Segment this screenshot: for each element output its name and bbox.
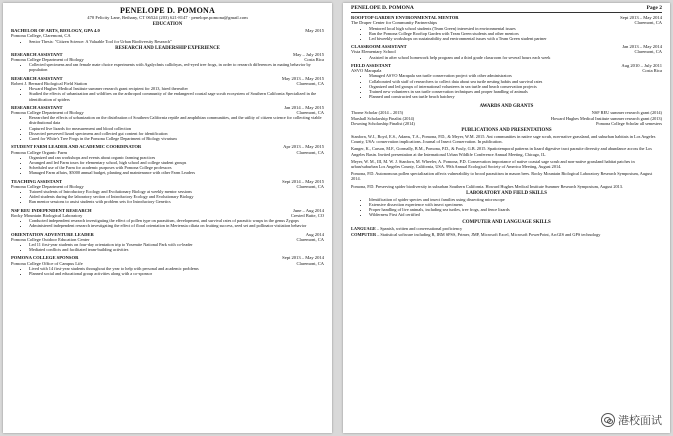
bullet: • Aided students during the laboratory section of Introductory Ecology and Evolutionary Biology [29,194,324,199]
bullet: • Managed Farm affairs, $5000 annual budget, planting and maintenance with other Farm Leaders [29,170,324,175]
publication-entry: Stanforn, W.J., Boyd, E.S., Adams, T.A., Pomona, P.D., & Meyer, W.M. 2015. Ant communities in native sage scrub, non-native grassland, and suburban habitats in Los Angeles County, USA: conservation implications. Journal of Insect Conservation. In publication. [351,133,656,145]
bullet: • Ran the Pomona College Rooftop Garden with Team Green students and other mentors [369,31,662,36]
school: Pomona College, Claremont, CA [11,33,71,39]
bullet: • Conducted independent research investigating the effect of pollen type on parasitism, development, and survival rates of parasitic wasps in the genus Zygops [29,218,324,223]
bullet: • Ran mentor sessions to assist students with problem sets for Introductory Genetics [29,199,324,204]
organization: Pomona College Outdoor Education Center [11,236,90,242]
job-bullets [11,189,324,205]
publication-entry: Pomona, P.D. Autonomous pollen specialization affects vulnerability to brood parasitism in mason bees. Rocky Mountain Biological Laboratory Research Symposium, August 2014. [351,171,653,182]
location: Claremont, CA [296,149,324,155]
experience-list [11,52,324,280]
job-date: June – Aug 2014 [292,207,324,213]
job-title: ROOFTOP GARDEN ENVIRONMENTAL MENTOR [351,15,459,20]
publications-list [351,134,662,189]
award-right: Pomona College Scholar all semesters [596,120,662,126]
job-bullets [11,86,324,102]
thesis: • Senior Thesis: "Citizen Science: A Valuable Tool for Urban Biodiversity Research" [29,39,324,44]
computer-skill [351,232,662,237]
resume-page-2 [343,3,670,433]
job-bullets [11,155,324,176]
education-bullets [11,39,324,44]
job-date: Aug 2010 – July 2011 [621,62,662,68]
publication-entry: Meyer, W. M., III, M. W. J. Stanforn, M. Wheeler, A. Pomona, P.D. Conservation importance of native coastal sage scrub and non-native grassland habitat patches in urban/suburban Los Angeles County, California, USA. 99th Annual Ecological Society of America Meeting, August 2014. [351,158,635,169]
bullet: • Researched the effects of urbanization on the distribution of Southern California reptile and amphibian communities, and the utility of citizen science for collecting viable distributional data [29,115,324,125]
lab-skill: • Extensive dissection experience with insect specimens [369,202,662,207]
experience-item [11,232,324,256]
location: Costa Rica [304,57,324,62]
experience-item [11,52,324,76]
bullet: • Organized and ran workshops and events about organic farming practices [29,155,324,160]
section-heading-computer-skills: COMPUTER AND LANGUAGE SKILLS [462,219,551,225]
job-date: Sept 2013 – May 2014 [282,255,324,261]
experience-item [11,76,324,105]
language-label: LANGUAGE [351,225,376,231]
job-bullets [351,73,662,99]
job-bullets [351,26,662,42]
job-title: FIELD ASSISTANT [351,62,392,68]
lab-skills-list [351,197,662,218]
organization: Vista Elementary School [351,49,396,55]
section-heading-awards: AWARDS AND GRANTS [479,104,534,110]
watermark-text: 港校面试 [618,414,662,427]
location: Costa Rica [642,68,662,74]
contact-line: 470 Felicity Lane, Bethany, CT 06524 (203) 621-8147 · penelope.pomona@gmail.com [87,15,248,20]
bullet: • Collected specimens and ran female mate choice experiments with Agalychnis callidryas, red-eyed tree frogs, in order to research differences in mating behavior by population [29,62,324,72]
location: Claremont, CA [296,236,324,242]
resume-page-1 [3,3,332,433]
bullet: • Managed ASVO Marapala sea turtle conservation project with other administrators [369,73,662,78]
experience-item [11,179,324,208]
job-bullets [11,266,324,276]
section-heading-research: RESEARCH AND LEADERSHIP EXPERIENCE [115,45,220,51]
job-title: RESEARCH ASSISTANT [11,104,63,110]
experience-item [351,15,662,44]
section-heading-lab-skills: LABORATORY AND FIELD SKILLS [466,190,547,196]
location: Claremont, CA [634,20,662,26]
experience-item [351,63,662,103]
organization: ASVO Marapala [351,68,382,74]
job-date: Sept 2014 – May 2015 [282,178,324,184]
organization: Pomona College Organic Farm [11,149,68,155]
lab-skill: • Wilderness First Aid certified [369,212,662,217]
header-name: PENELOPE D. POMONA [351,5,414,11]
experience-item [11,255,324,279]
spacer [351,99,662,102]
location: Claremont, CA [296,183,324,189]
bullet: • Cared for White's Tree Frogs in the Pomona College Department of Biology vivarium [29,136,324,141]
bullet: • Lived with 14 first-year students throughout the year to help with personal and academic problems [29,266,324,271]
experience-item [11,144,324,178]
award-left: Downing Scholarship Finalist (2014) [351,120,415,126]
awards-list [351,110,662,126]
bullet: • Planned and constructed sea turtle beach hatchery [369,94,662,99]
bullet: • Trained new volunteers in sea turtle conservation techniques and proper handling of animals [369,89,662,94]
bullet: • Scheduled use of the Farm for academic purposes with Pomona College professors [29,165,324,170]
job-bullets [11,62,324,72]
job-date: Apr 2013 – May 2015 [283,144,324,150]
experience-item [11,208,324,232]
organization: Pomona College Department of Biology [11,110,84,116]
location: Claremont, CA [296,80,324,86]
job-title: CLASSROOM ASSISTANT [351,44,407,50]
award-left: Thorne Scholar (2014 – 2015) [351,110,404,116]
bullet: • Led biweekly workshops on sustainability and environmental issues with a Team Green student partner [369,36,662,41]
bullet: • Captured live lizards for measurement and blood collection [29,126,324,131]
award-right: NSF REU summer research grant (2014) [591,110,662,116]
section-heading-publications: PUBLICATIONS AND PRESENTATIONS [461,127,552,133]
bullet: • Howard Hughes Medical Institute summer research grant recipient for 2013, hired thereafter [29,86,324,91]
job-title: STUDENT FARM LEADER AND ACADEMIC COORDINATOR [11,144,142,150]
location: Claremont, CA [296,110,324,116]
bullet: • Mentored local high school students (Team Green) interested in environmental issues [369,26,662,31]
language-skill [351,226,662,231]
lab-skill: • Identification of spider species and insect families using dissecting microscope [369,197,662,202]
language-text: – Spanish, written and conversational proficiency [375,225,463,231]
job-date: Jan 2013 – May 2014 [622,44,662,50]
organization: Rocky Mountain Biological Laboratory [11,212,83,218]
candidate-name: PENELOPE D. POMONA [120,6,215,15]
bullet: • Arranged and led Farm tours for elementary school, high school and college student groups [29,160,324,165]
location: Claremont, CA [296,260,324,266]
bullet: • Dissected preserved lizard specimens and collected gut content for identification [29,131,324,136]
organization: Pomona College Department of Biology [11,183,84,189]
bullet: • Mediated conflicts and facilitated team-building activities [29,247,324,252]
publication-entry: Pomona, P.D. Preserving spider biodiversity in suburban Southern California. Howard Hughes Medical Institute Summer Research Symposium, August 2013. [351,183,623,189]
job-title: POMONA COLLEGE SPONSOR [11,255,79,261]
job-bullets [11,218,324,228]
page-header [351,5,662,13]
bullet: • Led 11 first-year students on four-day orientation trip to Yosemite National Park with co-leader [29,242,324,247]
spacer [11,276,324,279]
location: Claremont, CA [634,49,662,55]
bullet: • Tutored students of Introductory Ecology and Evolutionary Biology at weekly mentor sessions [29,189,324,194]
job-title: RESEARCH ASSISTANT [11,75,63,81]
job-date: Sept 2013 – May 2014 [620,15,662,20]
location: Crested Butte, CO [290,212,324,218]
bullet: • Studied the effects of urbanization and wildfires on the arthropod community of the endangered coastal sage scrub ecosystem of Southern California Specialized in the identification of spiders [29,91,324,101]
experience-list-continued [351,15,662,102]
job-title: NSF REU INDEPENDENT RESEARCH [11,207,92,213]
computer-label: COMPUTER [351,231,377,237]
experience-item [11,105,324,145]
job-title: RESEARCH ASSISTANT [11,51,63,57]
bullet: • Organized and led groups of international volunteers in sea turtle and beach conservation projects [369,84,662,89]
bullet: • Planned social and educational group activities along with a co-sponsor [29,271,324,276]
job-bullets [11,242,324,252]
award-right: Howard Hughes Medical Institute summer research grant (2013) [550,115,662,121]
job-bullets [11,115,324,141]
job-title: TEACHING ASSISTANT [11,178,63,184]
bullet: • Assisted in after school homework help program and a third grade classroom for several hours each week [369,55,662,60]
computer-text: – Statistical software including R, IBM SPSS, Primer, JMP, Microsoft Excel, Microsoft PowerPoint, ArcGIS and GPS technology [376,231,601,237]
degree: BACHELOR OF ARTS, BIOLOGY, GPA 4.0 [11,28,100,33]
bullet: • Administered independent research investigating the effect of floral orientation in Mertensia ciliata on fruiting success, seed set and pollinator visitation behavior [29,223,324,228]
organization: The Draper Center for Community Partnerships [351,20,438,26]
organization: Pomona College Office of Campus Life [11,260,83,266]
wechat-icon [601,413,615,427]
section-heading-education: EDUCATION [152,22,183,27]
award-left: Marshall Scholarship Finalist (2014) [351,115,415,121]
organization: Pomona College Department of Biology [11,57,84,62]
organization: Robert J. Bernard Biological Field Station [11,80,87,86]
job-date: May 2013 – May 2015 [281,75,324,81]
job-date: May – July 2015 [292,51,324,57]
job-date: Aug 2014 [305,231,324,237]
experience-item [351,44,662,63]
publication-entry: Kanger, K., Carson, M.F., Gormally, B.M., Pomona, P.D., & Fouly, G.B. 2015. Spatiotemporal patterns in lizard digestive tract parasite diversity and abundance across the Los Angeles Basin. Invited presentation at the International Urban Wildlife Conference Annual Meeting, Chicago, IL. [351,146,652,157]
lab-skill: • Proper handling of live animals, including sea turtles, tree frogs, and fence lizards [369,207,662,212]
job-title: ORIENTATION ADVENTURE LEADER [11,231,94,237]
job-date: Jan 2014 – May 2015 [284,104,324,110]
bullet: • Collaborated with staff of researchers to collect data about sea turtle nesting habits and survival rates [369,79,662,84]
watermark [601,412,662,428]
degree-date: May 2015 [305,28,324,33]
award-row [351,121,662,126]
page-number: Page 2 [646,5,662,11]
